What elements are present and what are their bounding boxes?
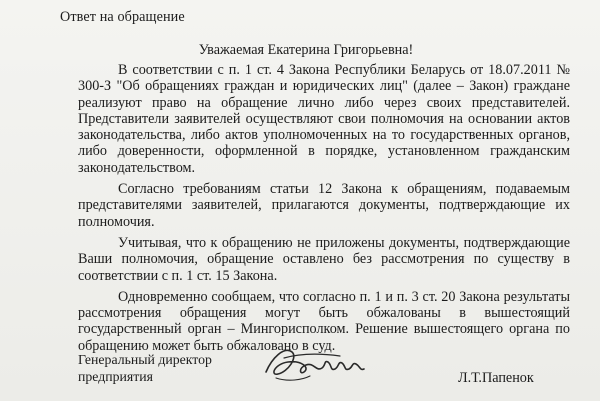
greeting: Уважаемая Екатерина Григорьевна! [198, 42, 414, 58]
paragraph: Одновременно сообщаем, что согласно п. 1 и п. 3 ст. 20 Закона результаты рассмотрения обращения могут быть обжалованы в вышестоящий государственный орган – Мингорисполком. Решение вышестоящего органа по обращению может быть обжаловано в суд. [78, 288, 570, 354]
paragraph: Согласно требованиям статьи 12 Закона к обращениям, подаваемым представителями заявителей, прилагаются документы, подтверждающие их полномочия. [78, 181, 570, 230]
signer-name: Л.Т.Папенок [458, 370, 534, 386]
signatory-position [78, 351, 212, 385]
paragraph: Учитывая, что к обращению не приложены документы, подтверждающие Ваши полномочия, обращение оставлено без рассмотрения по существу в соответствии с п. 1 ст. 15 Закона. [78, 234, 570, 284]
paragraph: В соответствии с п. 1 ст. 4 Закона Республики Беларусь от 18.07.2011 № 300-З "Об обращениях граждан и юридических лиц" (далее – Закон) граждане реализуют право на обращение лично либо через своих представителей. Представители заявителей осуществляют свои полномочия на основании актов законодательства, либо актов уполномоченных на то государственных органов, либо доверенности, оформленной в порядке, установленном гражданским законодательством. [78, 62, 570, 176]
document-title: Ответ на обращение [60, 9, 185, 25]
handwritten-signature-icon [258, 338, 378, 388]
position-line: Генеральный директор [78, 352, 212, 367]
position-line: предприятия [78, 369, 154, 384]
letter-body [78, 62, 570, 359]
